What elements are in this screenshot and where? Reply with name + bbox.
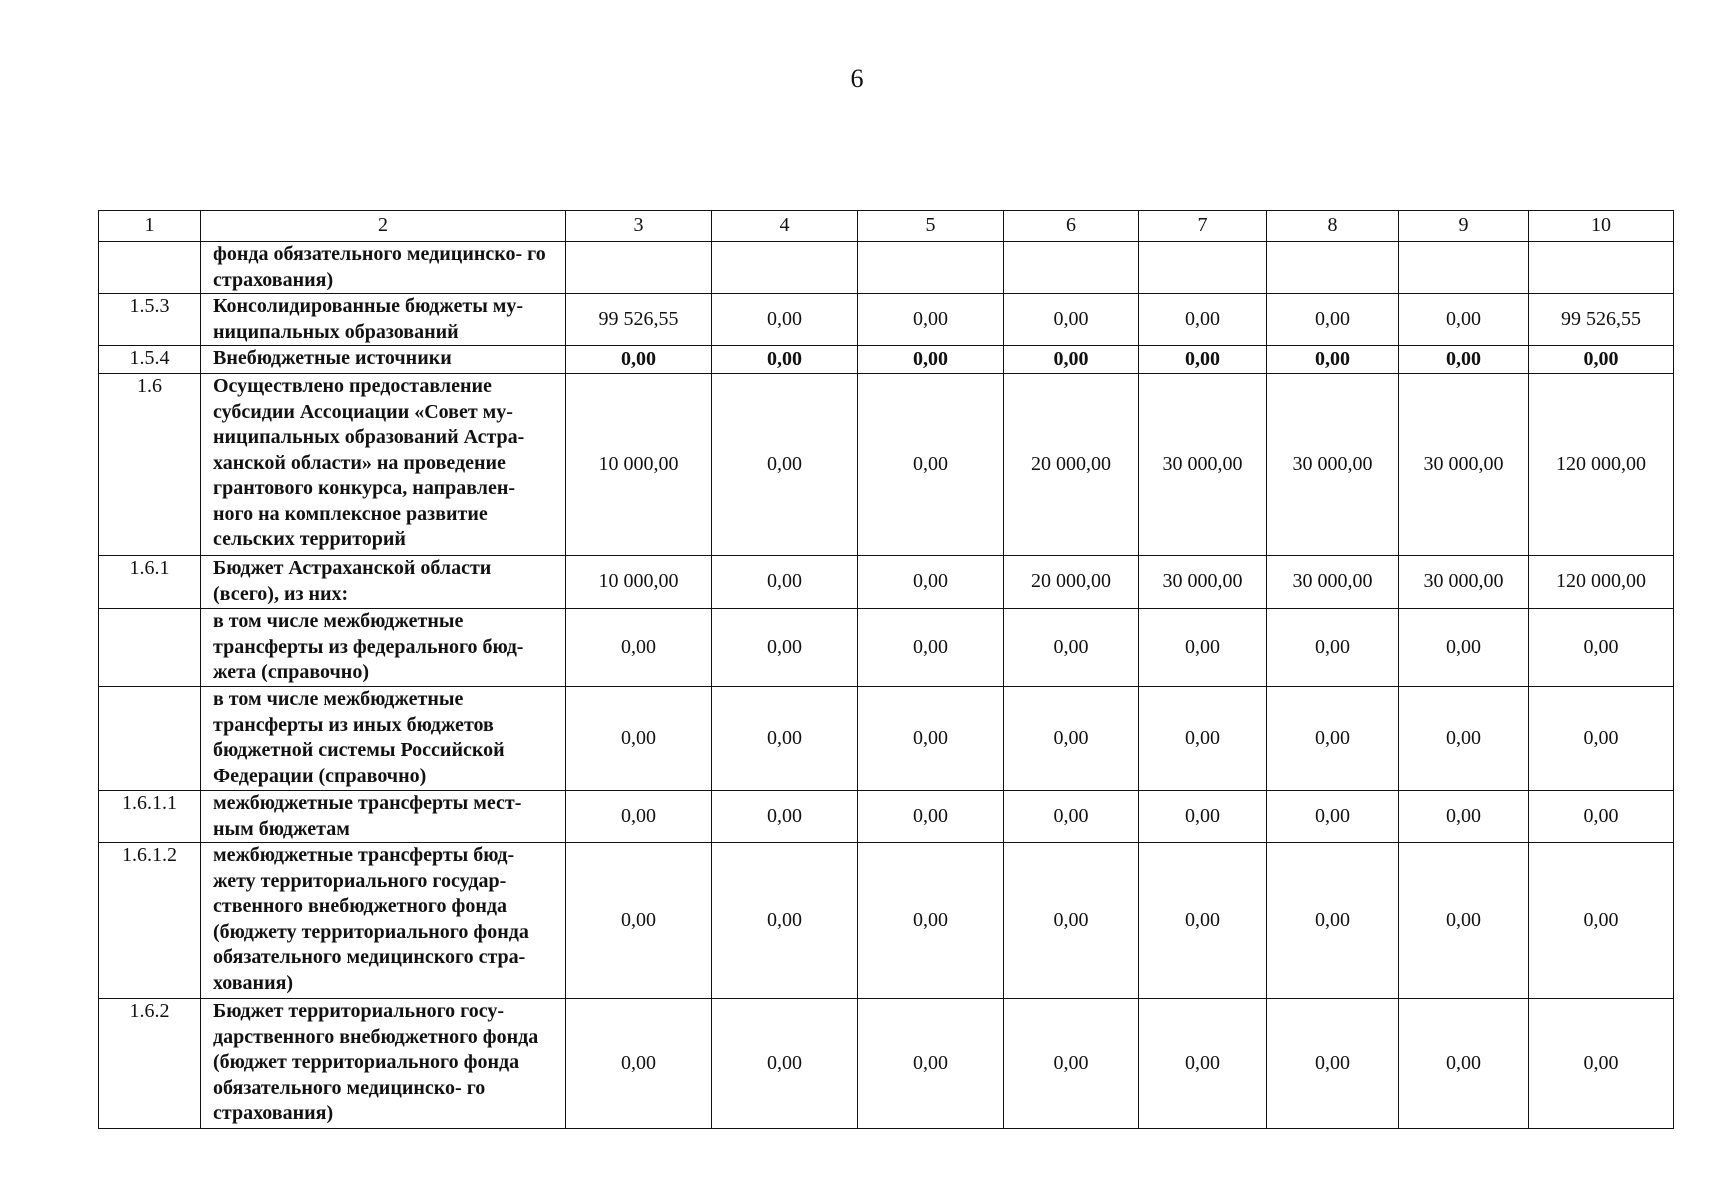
table-row (99, 556, 1674, 609)
header-row (99, 211, 1674, 242)
row-name: межбюджетные трансферты бюд- жету территориального государ- ственного внебюджетного фонда (бюджету территориального фонда обязательного медицинского стра- хования) (201, 843, 566, 999)
column-header: 8 (1267, 211, 1399, 242)
value-cell: 10 000,00 (566, 374, 712, 556)
value-cell: 0,00 (712, 556, 858, 609)
column-header: 1 (99, 211, 201, 242)
value-cell: 0,00 (1529, 346, 1674, 374)
row-code: 1.6.1.2 (99, 843, 201, 999)
row-code: 1.6.1.1 (99, 791, 201, 843)
value-cell: 99 526,55 (1529, 294, 1674, 346)
value-cell (858, 242, 1004, 294)
row-name: Внебюджетные источники (201, 346, 566, 374)
budget-table-body (99, 211, 1674, 1129)
column-header: 10 (1529, 211, 1674, 242)
value-cell: 0,00 (566, 843, 712, 999)
column-header: 4 (712, 211, 858, 242)
value-cell: 0,00 (712, 346, 858, 374)
value-cell: 0,00 (1399, 999, 1529, 1129)
value-cell: 0,00 (566, 791, 712, 843)
value-cell: 0,00 (566, 687, 712, 791)
value-cell: 0,00 (1399, 687, 1529, 791)
value-cell: 0,00 (1267, 609, 1399, 687)
value-cell: 0,00 (1399, 346, 1529, 374)
page-number: 6 (850, 64, 864, 93)
row-name: фонда обязательного медицинско- го страхования) (201, 242, 566, 294)
value-cell: 0,00 (1139, 609, 1267, 687)
value-cell: 10 000,00 (566, 556, 712, 609)
row-code: 1.5.3 (99, 294, 201, 346)
table-row (99, 791, 1674, 843)
value-cell: 0,00 (858, 687, 1004, 791)
value-cell: 0,00 (858, 556, 1004, 609)
value-cell: 0,00 (1004, 294, 1139, 346)
row-name: Бюджет Астраханской области (всего), из них: (201, 556, 566, 609)
value-cell (1004, 242, 1139, 294)
value-cell: 0,00 (1004, 999, 1139, 1129)
row-name: Консолидированные бюджеты му- ниципальных образований (201, 294, 566, 346)
value-cell: 0,00 (1004, 791, 1139, 843)
value-cell (1267, 242, 1399, 294)
value-cell (1529, 242, 1674, 294)
value-cell (712, 242, 858, 294)
row-code (99, 609, 201, 687)
value-cell: 0,00 (1139, 294, 1267, 346)
value-cell: 0,00 (1267, 294, 1399, 346)
value-cell: 120 000,00 (1529, 374, 1674, 556)
value-cell: 0,00 (1004, 843, 1139, 999)
row-name: в том числе межбюджетные трансферты из федерального бюд- жета (справочно) (201, 609, 566, 687)
value-cell: 0,00 (858, 843, 1004, 999)
value-cell: 0,00 (1529, 609, 1674, 687)
value-cell (566, 242, 712, 294)
value-cell: 0,00 (1004, 346, 1139, 374)
value-cell: 0,00 (858, 999, 1004, 1129)
value-cell: 0,00 (1529, 999, 1674, 1129)
value-cell: 0,00 (1267, 687, 1399, 791)
row-name: в том числе межбюджетные трансферты из иных бюджетов бюджетной системы Российской Федерации (справочно) (201, 687, 566, 791)
value-cell: 0,00 (1004, 609, 1139, 687)
value-cell: 0,00 (1139, 999, 1267, 1129)
value-cell: 0,00 (1139, 346, 1267, 374)
value-cell: 99 526,55 (566, 294, 712, 346)
row-name: межбюджетные трансферты мест- ным бюджетам (201, 791, 566, 843)
table-row (99, 374, 1674, 556)
value-cell: 0,00 (1139, 687, 1267, 791)
value-cell: 0,00 (566, 609, 712, 687)
value-cell (1139, 242, 1267, 294)
value-cell: 30 000,00 (1267, 556, 1399, 609)
table-row (99, 687, 1674, 791)
table-row (99, 242, 1674, 294)
row-code: 1.6.1 (99, 556, 201, 609)
column-header: 9 (1399, 211, 1529, 242)
value-cell: 0,00 (712, 687, 858, 791)
value-cell: 30 000,00 (1139, 374, 1267, 556)
value-cell: 0,00 (1139, 843, 1267, 999)
row-code: 1.5.4 (99, 346, 201, 374)
value-cell: 0,00 (1267, 791, 1399, 843)
value-cell: 0,00 (712, 294, 858, 346)
budget-table (98, 210, 1674, 1129)
value-cell: 30 000,00 (1139, 556, 1267, 609)
value-cell: 0,00 (712, 843, 858, 999)
value-cell: 0,00 (1399, 791, 1529, 843)
column-header: 2 (201, 211, 566, 242)
column-header: 7 (1139, 211, 1267, 242)
row-code: 1.6 (99, 374, 201, 556)
value-cell: 0,00 (1267, 999, 1399, 1129)
value-cell: 0,00 (1267, 843, 1399, 999)
value-cell: 0,00 (712, 609, 858, 687)
table-row (99, 843, 1674, 999)
value-cell: 120 000,00 (1529, 556, 1674, 609)
row-code (99, 242, 201, 294)
table-row (99, 294, 1674, 346)
value-cell: 0,00 (1529, 843, 1674, 999)
column-header: 3 (566, 211, 712, 242)
table-row (99, 999, 1674, 1129)
value-cell: 30 000,00 (1399, 556, 1529, 609)
value-cell: 0,00 (1529, 687, 1674, 791)
row-code (99, 687, 201, 791)
row-name: Бюджет территориального госу- дарственного внебюджетного фонда (бюджет территориального фонда обязательного медицинско- го страхования) (201, 999, 566, 1129)
value-cell: 20 000,00 (1004, 374, 1139, 556)
row-code: 1.6.2 (99, 999, 201, 1129)
column-header: 6 (1004, 211, 1139, 242)
value-cell: 0,00 (1399, 609, 1529, 687)
value-cell: 0,00 (1399, 294, 1529, 346)
value-cell (1399, 242, 1529, 294)
column-header: 5 (858, 211, 1004, 242)
value-cell: 30 000,00 (1267, 374, 1399, 556)
table-row (99, 609, 1674, 687)
value-cell: 0,00 (1004, 687, 1139, 791)
value-cell: 0,00 (858, 609, 1004, 687)
value-cell: 0,00 (858, 374, 1004, 556)
value-cell: 0,00 (1399, 843, 1529, 999)
value-cell: 0,00 (1529, 791, 1674, 843)
value-cell: 0,00 (712, 999, 858, 1129)
value-cell: 0,00 (1139, 791, 1267, 843)
value-cell: 30 000,00 (1399, 374, 1529, 556)
value-cell: 20 000,00 (1004, 556, 1139, 609)
value-cell: 0,00 (712, 791, 858, 843)
row-name: Осуществлено предоставление субсидии Ассоциации «Совет му- ниципальных образований Астра- ханской области» на проведение грантового конкурса, направлен- ного на комплексное развитие сельских территорий (201, 374, 566, 556)
value-cell: 0,00 (858, 346, 1004, 374)
table-row (99, 346, 1674, 374)
value-cell: 0,00 (566, 346, 712, 374)
value-cell: 0,00 (712, 374, 858, 556)
value-cell: 0,00 (858, 791, 1004, 843)
value-cell: 0,00 (1267, 346, 1399, 374)
value-cell: 0,00 (566, 999, 712, 1129)
value-cell: 0,00 (858, 294, 1004, 346)
